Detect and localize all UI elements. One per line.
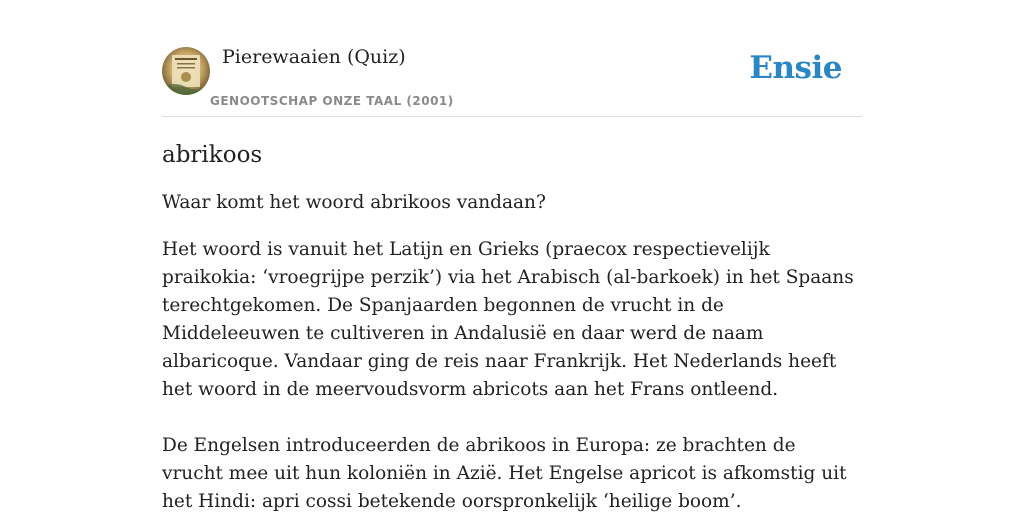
entry-question: Waar komt het woord abrikoos vandaan? <box>162 192 546 213</box>
source-title[interactable]: Pierewaaien (Quiz) <box>222 46 406 68</box>
ensie-logo-link[interactable]: Ensie <box>749 50 842 86</box>
source-avatar[interactable] <box>162 47 210 95</box>
source-subtitle: GENOOTSCHAP ONZE TAAL (2001) <box>210 94 454 108</box>
entry-content <box>162 138 862 512</box>
entry-paragraph: Het woord is vanuit het Latijn en Grieks (praecox respectievelijk praikokia: ‘vroegrijpe perzik’) via het Arabisch (al-barkoek) in het Spaans terechtgekomen. De Spanjaarden begonnen de vrucht in de Middeleeuwen te cultiveren in Andalusië en daar werd de naam albaricoque. Vandaar ging de reis naar Frankrijk. Het Nederlands heeft het woord in de meervoudsvorm abricots aan het Frans ontleend. <box>162 239 854 400</box>
entry-title: abrikoos <box>162 142 263 168</box>
entry-paragraph: De Engelsen introduceerden de abrikoos in Europa: ze brachten de vrucht mee uit hun koloniën in Azië. Het Engelse apricot is afkomstig uit het Hindi: apri cossi betekende oorspronkelijk ‘heilige boom’. <box>162 435 847 512</box>
source-header <box>162 0 862 117</box>
book-cover-icon <box>162 47 210 95</box>
